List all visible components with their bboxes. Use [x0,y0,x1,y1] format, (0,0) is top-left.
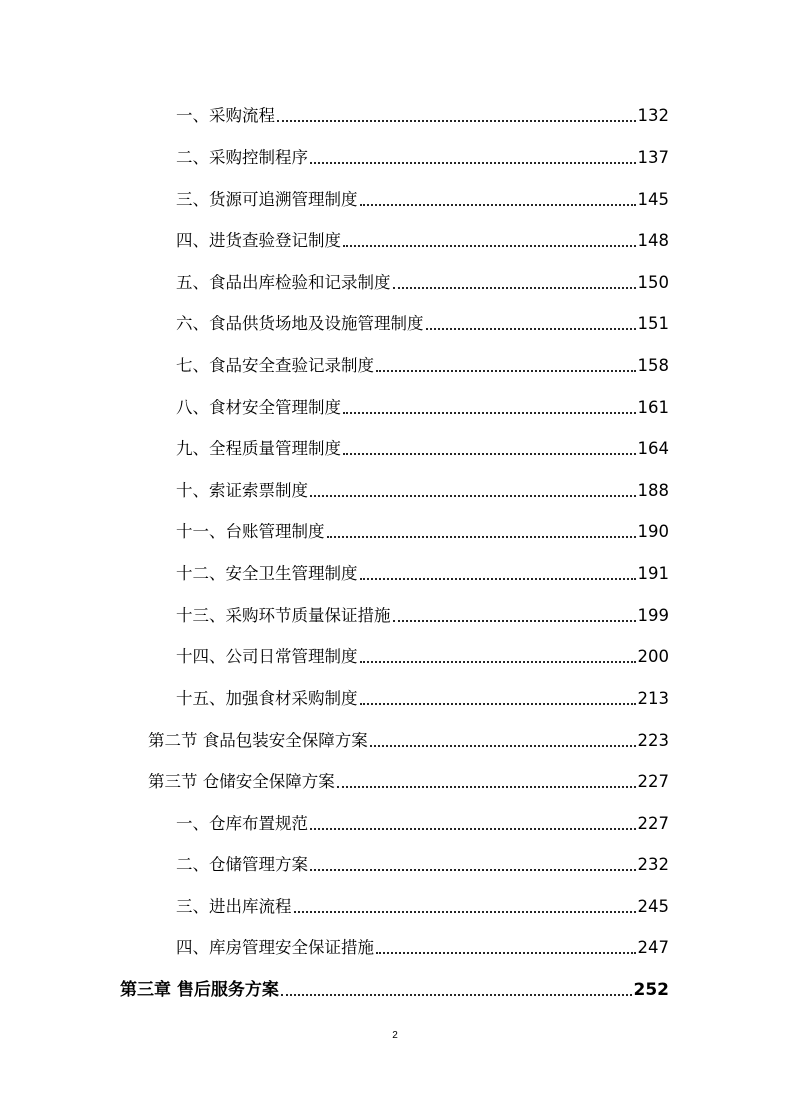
toc-chapter-entry[interactable] [120,978,669,1002]
toc-entry-page: 164 [637,439,669,458]
toc-entry-title: 十三、采购环节质量保证措施 [176,606,391,625]
toc-entry[interactable] [176,104,669,128]
dot-leader [426,328,636,330]
toc-section-entry[interactable] [148,729,669,753]
toc-entry-title: 第三节 仓储安全保障方案 [148,772,335,791]
dot-leader [337,786,636,788]
toc-entry-title: 一、采购流程 [176,106,275,125]
toc-entry[interactable] [176,562,669,586]
toc-entry[interactable] [176,645,669,669]
toc-entry-title: 三、进出库流程 [176,897,292,916]
toc-entry-title: 七、食品安全查验记录制度 [176,356,374,375]
dot-leader [360,661,636,663]
toc-entry-title: 十五、加强食材采购制度 [176,689,358,708]
toc-entry-page: 150 [637,273,669,292]
dot-leader [370,745,636,747]
toc-entry-title: 五、食品出库检验和记录制度 [176,273,391,292]
toc-entry-page: 245 [637,897,669,916]
toc-entry[interactable] [176,146,669,170]
toc-entry-page: 232 [637,855,669,874]
dot-leader [327,536,636,538]
toc-entry-page: 145 [637,190,669,209]
toc-entry[interactable] [176,354,669,378]
dot-leader [393,287,636,289]
toc-section-entry[interactable] [148,770,669,794]
toc-entry[interactable] [176,271,669,295]
toc-entry[interactable] [176,396,669,420]
toc-entry-page: 137 [637,148,669,167]
dot-leader [343,412,636,414]
toc-entry-title: 二、采购控制程序 [176,148,308,167]
toc-entry-title: 九、全程质量管理制度 [176,439,341,458]
toc-entry-page: 161 [637,398,669,417]
toc-entry-title: 四、进货查验登记制度 [176,231,341,250]
toc-entry[interactable] [176,687,669,711]
toc-entry-page: 252 [633,980,669,1000]
toc-entry[interactable] [176,936,669,960]
toc-entry[interactable] [176,229,669,253]
toc-entry-title: 八、食材安全管理制度 [176,398,341,417]
dot-leader [360,578,636,580]
dot-leader [360,703,636,705]
toc-entry-page: 190 [637,522,669,541]
toc-entry-title: 六、食品供货场地及设施管理制度 [176,314,424,333]
toc-entry[interactable] [176,853,669,877]
toc-entry[interactable] [176,312,669,336]
dot-leader [310,162,636,164]
dot-leader [277,120,636,122]
toc-entry-page: 199 [637,606,669,625]
toc-entry-page: 227 [637,772,669,791]
toc-entry-page: 223 [637,731,669,750]
dot-leader [281,994,632,996]
toc-entry[interactable] [176,812,669,836]
toc-entry-title: 一、仓库布置规范 [176,814,308,833]
toc-entry-page: 188 [637,481,669,500]
dot-leader [310,495,636,497]
toc-entry-page: 227 [637,814,669,833]
dot-leader [376,370,636,372]
toc-entry-title: 十一、台账管理制度 [176,522,325,541]
toc-entry[interactable] [176,479,669,503]
toc-entry-title: 十二、安全卫生管理制度 [176,564,358,583]
toc-entry-page: 158 [637,356,669,375]
toc-entry-title: 十、索证索票制度 [176,481,308,500]
dot-leader [294,911,636,913]
toc-entry-page: 151 [637,314,669,333]
toc-entry-page: 191 [637,564,669,583]
dot-leader [310,828,636,830]
toc-entry[interactable] [176,520,669,544]
toc-entry-page: 200 [637,647,669,666]
toc-entry-title: 四、库房管理安全保证措施 [176,938,374,957]
toc-entry[interactable] [176,188,669,212]
toc-entry-title: 第三章 售后服务方案 [120,980,279,1000]
toc-entry[interactable] [176,437,669,461]
dot-leader [343,453,636,455]
toc-entry[interactable] [176,604,669,628]
dot-leader [376,952,636,954]
dot-leader [343,245,636,247]
toc-entry-page: 148 [637,231,669,250]
toc-entry-title: 二、仓储管理方案 [176,855,308,874]
toc-entry-title: 十四、公司日常管理制度 [176,647,358,666]
page-number: 2 [392,1030,398,1041]
dot-leader [393,620,636,622]
dot-leader [310,869,636,871]
dot-leader [360,204,636,206]
toc-entry-title: 第二节 食品包装安全保障方案 [148,731,368,750]
toc-entry[interactable] [176,895,669,919]
toc-entry-page: 247 [637,938,669,957]
toc-entry-title: 三、货源可追溯管理制度 [176,190,358,209]
toc-entry-page: 132 [637,106,669,125]
toc-entry-page: 213 [637,689,669,708]
